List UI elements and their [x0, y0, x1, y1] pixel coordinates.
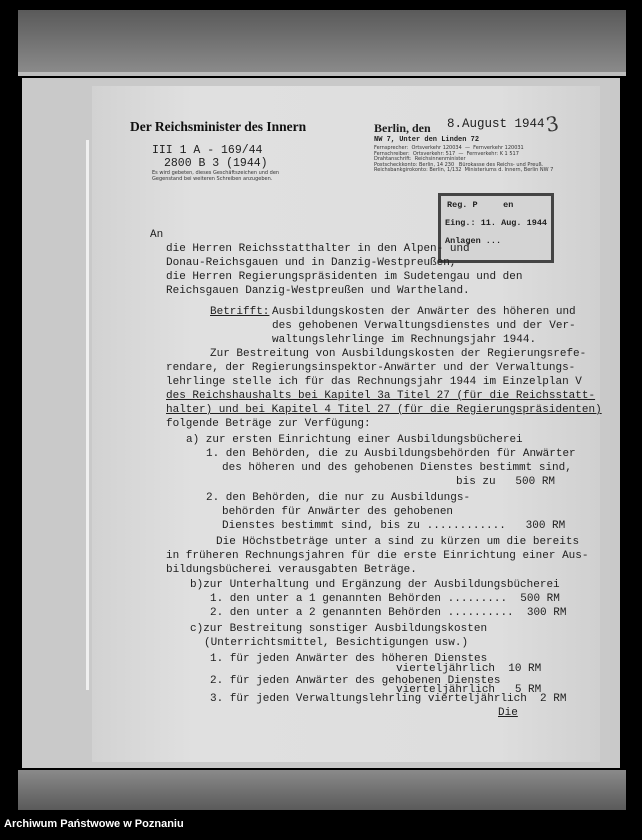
body-line: halter) und bei Kapitel 4 Titel 27 (für die Regierungspräsidenten) — [166, 404, 602, 416]
stamp-attachments: Anlagen ... — [445, 236, 502, 246]
reference-note: Es wird gebeten, dieses Geschäftszeichen und den Gegenstand bei weiteren Schreiben anzugeben. — [152, 170, 280, 182]
archive-caption: Archiwum Państwowe w Poznaniu — [4, 818, 184, 830]
item-c1-amount: vierteljährlich 10 RM — [396, 663, 542, 675]
file-number: 2800 B 3 (1944) — [164, 157, 268, 170]
handwritten-page-number: 3 — [544, 111, 561, 137]
continuation-word: Die — [498, 707, 518, 719]
item-b1: 1. den unter a 1 genannten Behörden ......... 500 RM — [210, 593, 560, 605]
recipient-an: An — [150, 229, 164, 241]
item-c-subheading: (Unterrichtsmittel, Besichtigungen usw.) — [204, 637, 469, 649]
contact-details: Fernsprecher: Ortsverkehr 120034 — Fernverkehr 120031 Fernschreiber: Ortsverkehr: 517 — Fernverkehr: K 1 517 Drahtanschrift: Reichsinnenminister Postscheckkonto: Berlin, 14 230 Bürokasse des Reichs- und Preuß. Reichsbankgirokonto: Berlin, 1/132 Ministeriums d. Innern, Berlin NW 7 — [374, 145, 554, 174]
body-line: rendare, der Regierungsinspektor-Anwärter und der Verwaltungs- — [166, 362, 576, 374]
place-label: Berlin, den — [374, 121, 431, 135]
item-a2-amount: Dienstes bestimmt sind, bis zu ............ 300 RM — [222, 520, 566, 532]
film-frame-bottom — [18, 770, 626, 810]
body-line: lehrlinge stelle ich für das Rechnungsjahr 1944 im Einzelplan V — [166, 376, 582, 388]
letter-date: 8.August 1944 — [447, 117, 545, 131]
stamp-received-date: Eing.: 11. Aug. 1944 — [445, 218, 548, 228]
item-a1-amount: bis zu 500 RM — [456, 476, 556, 488]
recipient-list: die Herren Reichsstatthalter in den Alpen- und Donau-Reichsgauen und in Danzig-Westpreußen, die Herren Regierungspräsidenten im Sudetengau und den Reichsgauen Danzig-Westpreußen und Wartheland. — [166, 243, 523, 297]
item-a1: des höheren und des gehobenen Dienstes bestimmt sind, — [222, 462, 572, 474]
item-c3: 3. für jeden Verwaltungslehrling vierteljährlich 2 RM — [210, 693, 567, 705]
item-a1: 1. den Behörden, die zu Ausbildungsbehörden für Anwärter — [206, 448, 576, 460]
item-c1: 1. für jeden Anwärter des höheren Dienstes — [210, 653, 488, 665]
item-c-heading: c)zur Bestreitung sonstiger Ausbildungskosten — [190, 623, 488, 635]
reference-number: III 1 A - 169/44 — [152, 144, 263, 157]
subject-label: Betrifft: — [210, 306, 270, 318]
item-c2: 2. für jeden Anwärter des gehobenen Dienstes — [210, 675, 501, 687]
note-line: Die Höchstbeträge unter a sind zu kürzen um die bereits — [216, 536, 580, 548]
note-line: bildungsbücherei verausgabten Beträge. — [166, 564, 417, 576]
item-a2: 2. den Behörden, die nur zu Ausbildungs- — [206, 492, 471, 504]
stamp-office: Reg. P en — [447, 200, 514, 210]
body-line: Zur Bestreitung von Ausbildungskosten der Regierungsrefe- — [210, 348, 587, 360]
item-c2-amount: vierteljährlich 5 RM — [396, 684, 542, 696]
body-line: folgende Beträge zur Verfügung: — [166, 418, 371, 430]
item-a-heading: a) zur ersten Einrichtung einer Ausbildungsbücherei — [186, 434, 523, 446]
note-line: in früheren Rechnungsjahren für die erste Einrichtung einer Aus- — [166, 550, 589, 562]
item-a2: behörden für Anwärter des gehobenen — [222, 506, 454, 518]
film-frame-top — [18, 10, 626, 76]
subject-text: Ausbildungskosten der Anwärter des höheren und des gehobenen Verwaltungsdienstes und der Ver- waltungslehrlinge im Rechnungsjahr 1944. — [272, 306, 576, 346]
page-fold-mark — [86, 140, 89, 690]
item-b2: 2. den unter a 2 genannten Behörden .......... 300 RM — [210, 607, 567, 619]
item-b-heading: b)zur Unterhaltung und Ergänzung der Ausbildungsbücherei — [190, 579, 560, 591]
ministry-address: NW 7, Unter den Linden 72 — [374, 136, 480, 144]
body-line: des Reichshaushalts bei Kapitel 3a Titel 27 (für die Reichsstatt- — [166, 390, 596, 402]
ministry-heading: Der Reichsminister des Innern — [130, 119, 307, 134]
